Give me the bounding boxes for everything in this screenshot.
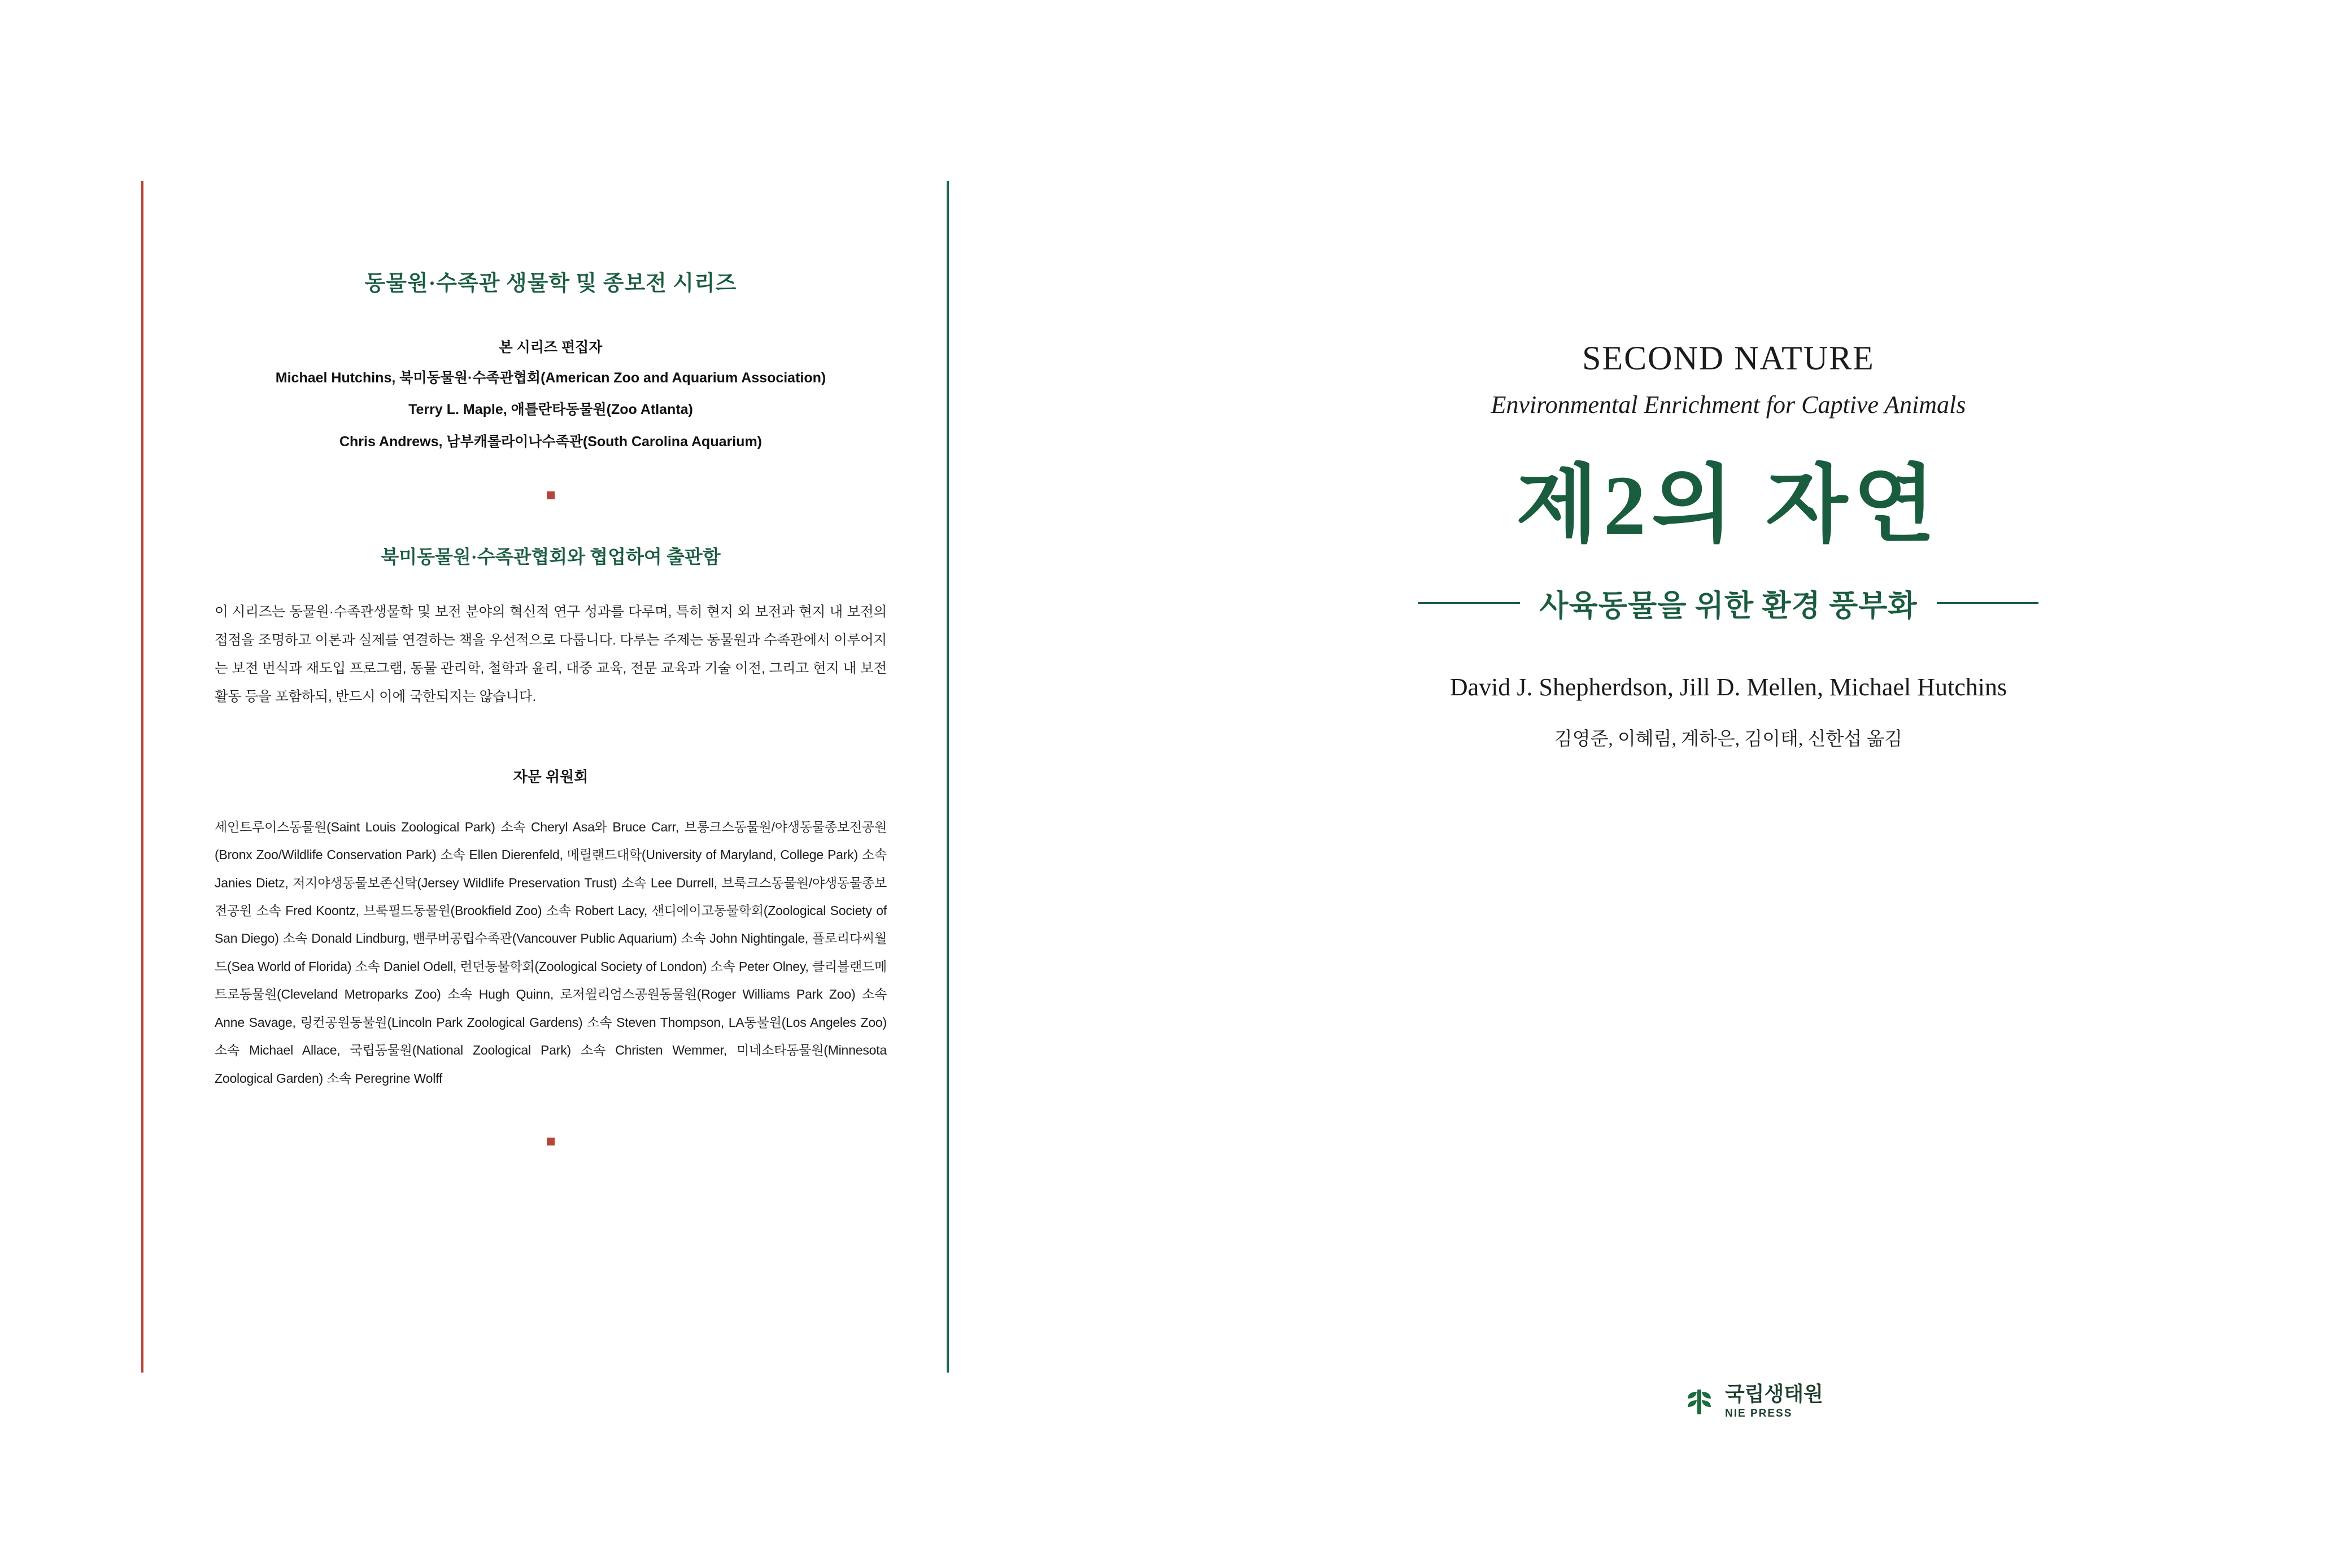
series-description-paragraph: 이 시리즈는 동물원·수족관생물학 및 보전 분야의 혁신적 연구 성과를 다루며, 특히 현지 외 보전과 현지 내 보전의 접점을 조명하고 이론과 실제를 연결하는 책을 우선적으로 다룹니다. 다루는 주제는 동물원과 수족관에서 이루어지는 보전 번식과 재도입 프로그램, 동물 관리학, 철학과 윤리, 대중 교육, 전문 교육과 기술 이전, 그리고 현지 내 보전 활동 등을 포함하되, 반드시 이에 국한되지는 않습니다. bbox=[215, 604, 887, 705]
publisher-name-ko: 국립생태원 bbox=[1725, 1383, 1823, 1405]
korean-subtitle: 사육동물을 위한 환경 풍부화 bbox=[1539, 589, 1918, 622]
right-page bbox=[1231, 339, 2225, 751]
korean-subtitle-row bbox=[1231, 582, 2225, 625]
left-page-content bbox=[215, 181, 887, 1155]
publisher-name-en: NIE PRESS bbox=[1725, 1407, 1793, 1419]
square-separator-bottom bbox=[215, 1138, 887, 1155]
publisher-text bbox=[1725, 1384, 1823, 1419]
publisher-logo bbox=[1683, 1384, 1823, 1419]
series-editor-3: Chris Andrews, 남부캐롤라이나수족관(South Carolina Aquarium) bbox=[339, 433, 763, 450]
korean-title: 제2의 자연 bbox=[1515, 459, 1941, 552]
leaf-mark-icon bbox=[1683, 1385, 1715, 1418]
series-editor-1: Michael Hutchins, 북미동물원·수족관협회(American Zoo and Aquarium Association) bbox=[275, 370, 826, 386]
association-title: 북미동물원·수족관협회와 협업하여 출판함 bbox=[381, 547, 721, 568]
authors: David J. Shepherdson, Jill D. Mellen, Michael Hutchins bbox=[1449, 673, 2007, 701]
subtitle-rule-right bbox=[1937, 602, 2038, 604]
series-editor-2: Terry L. Maple, 애틀란타동물원(Zoo Atlanta) bbox=[408, 402, 693, 418]
subtitle-rule-left bbox=[1418, 602, 1520, 604]
left-vertical-rule bbox=[141, 181, 143, 1373]
right-vertical-rule bbox=[947, 181, 949, 1373]
square-separator-top bbox=[215, 491, 887, 508]
advisory-committee-title: 자문 위원회 bbox=[513, 768, 589, 785]
advisory-committee-members: 세인트루이스동물원(Saint Louis Zoological Park) 소속 Cheryl Asa와 Bruce Carr, 브롱크스동물원/야생동물종보전공원(Bronx Zoo/Wildlife Conservation Park) 소속 Ellen Dierenfeld, 메릴랜드대학(University of Maryland, College Park) 소속 Janies Dietz, 저지야생동물보존신탁(Jersey Wildlife Preservation Trust) 소속 Lee Durrell, 브룩크스동물원/야생동물종보전공원 소속 Fred Koontz, 브룩필드동물원(Brookfield Zoo) 소속 Robert Lacy, 샌디에이고동물학회(Zoological Society of San Diego) 소속 Donald Lindburg, 밴쿠버공립수족관(Vancouver Public Aquarium) 소속 John Nightingale, 플로리다씨월드(Sea World of Florida) 소속 Daniel Odell, 런던동물학회(Zoological Society of London) 소속 Peter Olney, 클리블랜드메트로동물원(Cleveland Metroparks Zoo) 소속 Hugh Quinn, 로저윌리엄스공원동물원(Roger Williams Park Zoo) 소속 Anne Savage, 링컨공원동물원(Lincoln Park Zoological Gardens) 소속 Steven Thompson, LA동물원(Los Angeles Zoo) 소속 Michael Allace, 국립동물원(National Zoological Park) 소속 Christen Wemmer, 미네소타동물원(Minnesota Zoological Garden) 소속 Peregrine Wolff bbox=[215, 819, 887, 1086]
left-page bbox=[141, 181, 949, 1373]
series-title: 동물원·수족관 생물학 및 종보전 시리즈 bbox=[364, 272, 737, 295]
english-title: SECOND NATURE bbox=[1582, 339, 1875, 377]
translators: 김영준, 이혜림, 계하은, 김이태, 신한섭 옮김 bbox=[1554, 729, 1903, 750]
series-editors-label: 본 시리즈 편집자 bbox=[499, 339, 603, 355]
english-subtitle: Environmental Enrichment for Captive Animals bbox=[1491, 391, 1966, 419]
